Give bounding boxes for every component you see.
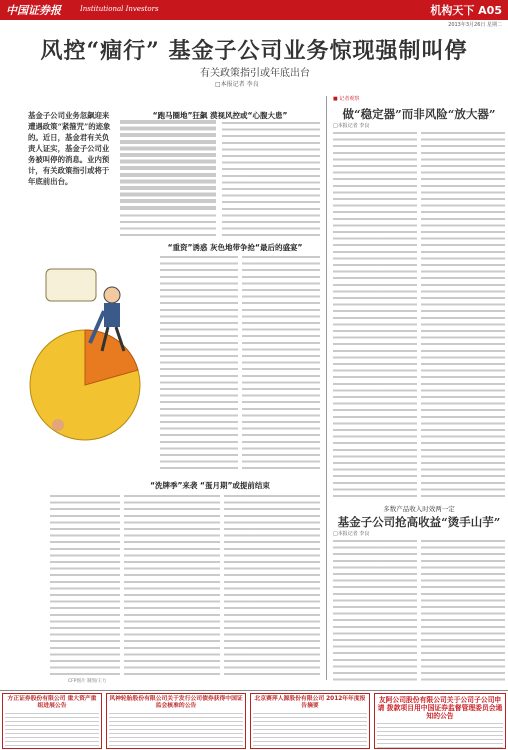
newspaper-logo: 中国证券报 bbox=[6, 4, 61, 17]
ad-body bbox=[109, 713, 243, 749]
body-column bbox=[50, 495, 120, 675]
cartoon-illustration bbox=[28, 255, 143, 450]
advertisement-row bbox=[0, 690, 508, 750]
body-column bbox=[222, 122, 320, 237]
section-tag: ■ 记者观察 bbox=[333, 96, 360, 102]
body-column bbox=[124, 495, 220, 675]
lead-paragraph: 基金子公司业务忽飙迎来遭遇政策“紧箍咒”的迹象的。近日，基金君有关负责人证实，基金子公司业务被叫停的消息。业内预计，有关政策指引或将于年底前出台。 bbox=[28, 111, 111, 186]
column-divider bbox=[326, 96, 327, 680]
body-column bbox=[421, 540, 505, 685]
right-headline: 做“稳定器”而非风险“放大器” bbox=[342, 107, 496, 121]
body-column bbox=[421, 132, 505, 497]
sub-headline: 有关政策指引或年底出台 bbox=[200, 68, 310, 79]
ad-block bbox=[106, 693, 246, 749]
main-headline: 风控“痼行” 基金子公司业务惊现强制叫停 bbox=[40, 38, 468, 64]
subsection-heading-3-text: “洗牌季”来袭 “蛋月期”或提前结束 bbox=[150, 481, 270, 490]
masthead bbox=[0, 0, 508, 20]
body-column bbox=[242, 256, 320, 471]
right-headline-2: 基金子公司抢高收益“烫手山芋” bbox=[337, 515, 501, 529]
byline: □本报记者 李良 bbox=[215, 81, 259, 88]
masthead-subtitle: Institutional Investors bbox=[80, 5, 159, 13]
ad-title: 北京赛萍人源股份有限公司 2012年年度报告摘要 bbox=[254, 696, 366, 709]
right-byline: □本报记者 李良 bbox=[333, 123, 370, 129]
ad-body bbox=[377, 723, 503, 749]
body-column bbox=[333, 132, 417, 497]
section-label: 机构天下 A05 bbox=[430, 4, 502, 17]
subsection-heading-3 bbox=[100, 480, 320, 491]
ad-body bbox=[5, 713, 99, 749]
subsection-heading-1-text: “跑马圈地”狂飙 漠视风控或“心腹大患” bbox=[152, 111, 288, 120]
body-column bbox=[333, 540, 417, 685]
date-line: 2013年3月26日 星期二 bbox=[448, 22, 502, 28]
ad-block bbox=[250, 693, 370, 749]
body-column bbox=[160, 256, 238, 471]
subsection-heading-2 bbox=[150, 242, 320, 253]
ad-title: 友阿公司股份有限公司关于公司子公司申请 拨款项目用中国证券监督管理委员会通知的公告 bbox=[377, 696, 503, 720]
ad-block bbox=[2, 693, 102, 749]
subsection-heading-2-text: “重资”诱惑 灰色地带争抢“最后的盛宴” bbox=[167, 243, 303, 252]
body-column bbox=[224, 495, 320, 675]
subsection-heading-1 bbox=[120, 110, 320, 121]
right-kicker: 多数产品收入时效两一定 bbox=[383, 505, 455, 513]
ad-block bbox=[374, 693, 506, 749]
body-column bbox=[120, 122, 216, 237]
ad-body bbox=[253, 713, 367, 749]
ad-title: 风神轮胎股份有限公司关于发行公司债券获得中国证监会核准的公告 bbox=[109, 696, 243, 709]
ad-title: 方正证券股份有限公司 重大资产重组进展公告 bbox=[7, 696, 97, 709]
right-byline-2: □本报记者 李良 bbox=[333, 531, 370, 537]
illustration-caption: CFP图片 制图/王力 bbox=[68, 679, 107, 684]
